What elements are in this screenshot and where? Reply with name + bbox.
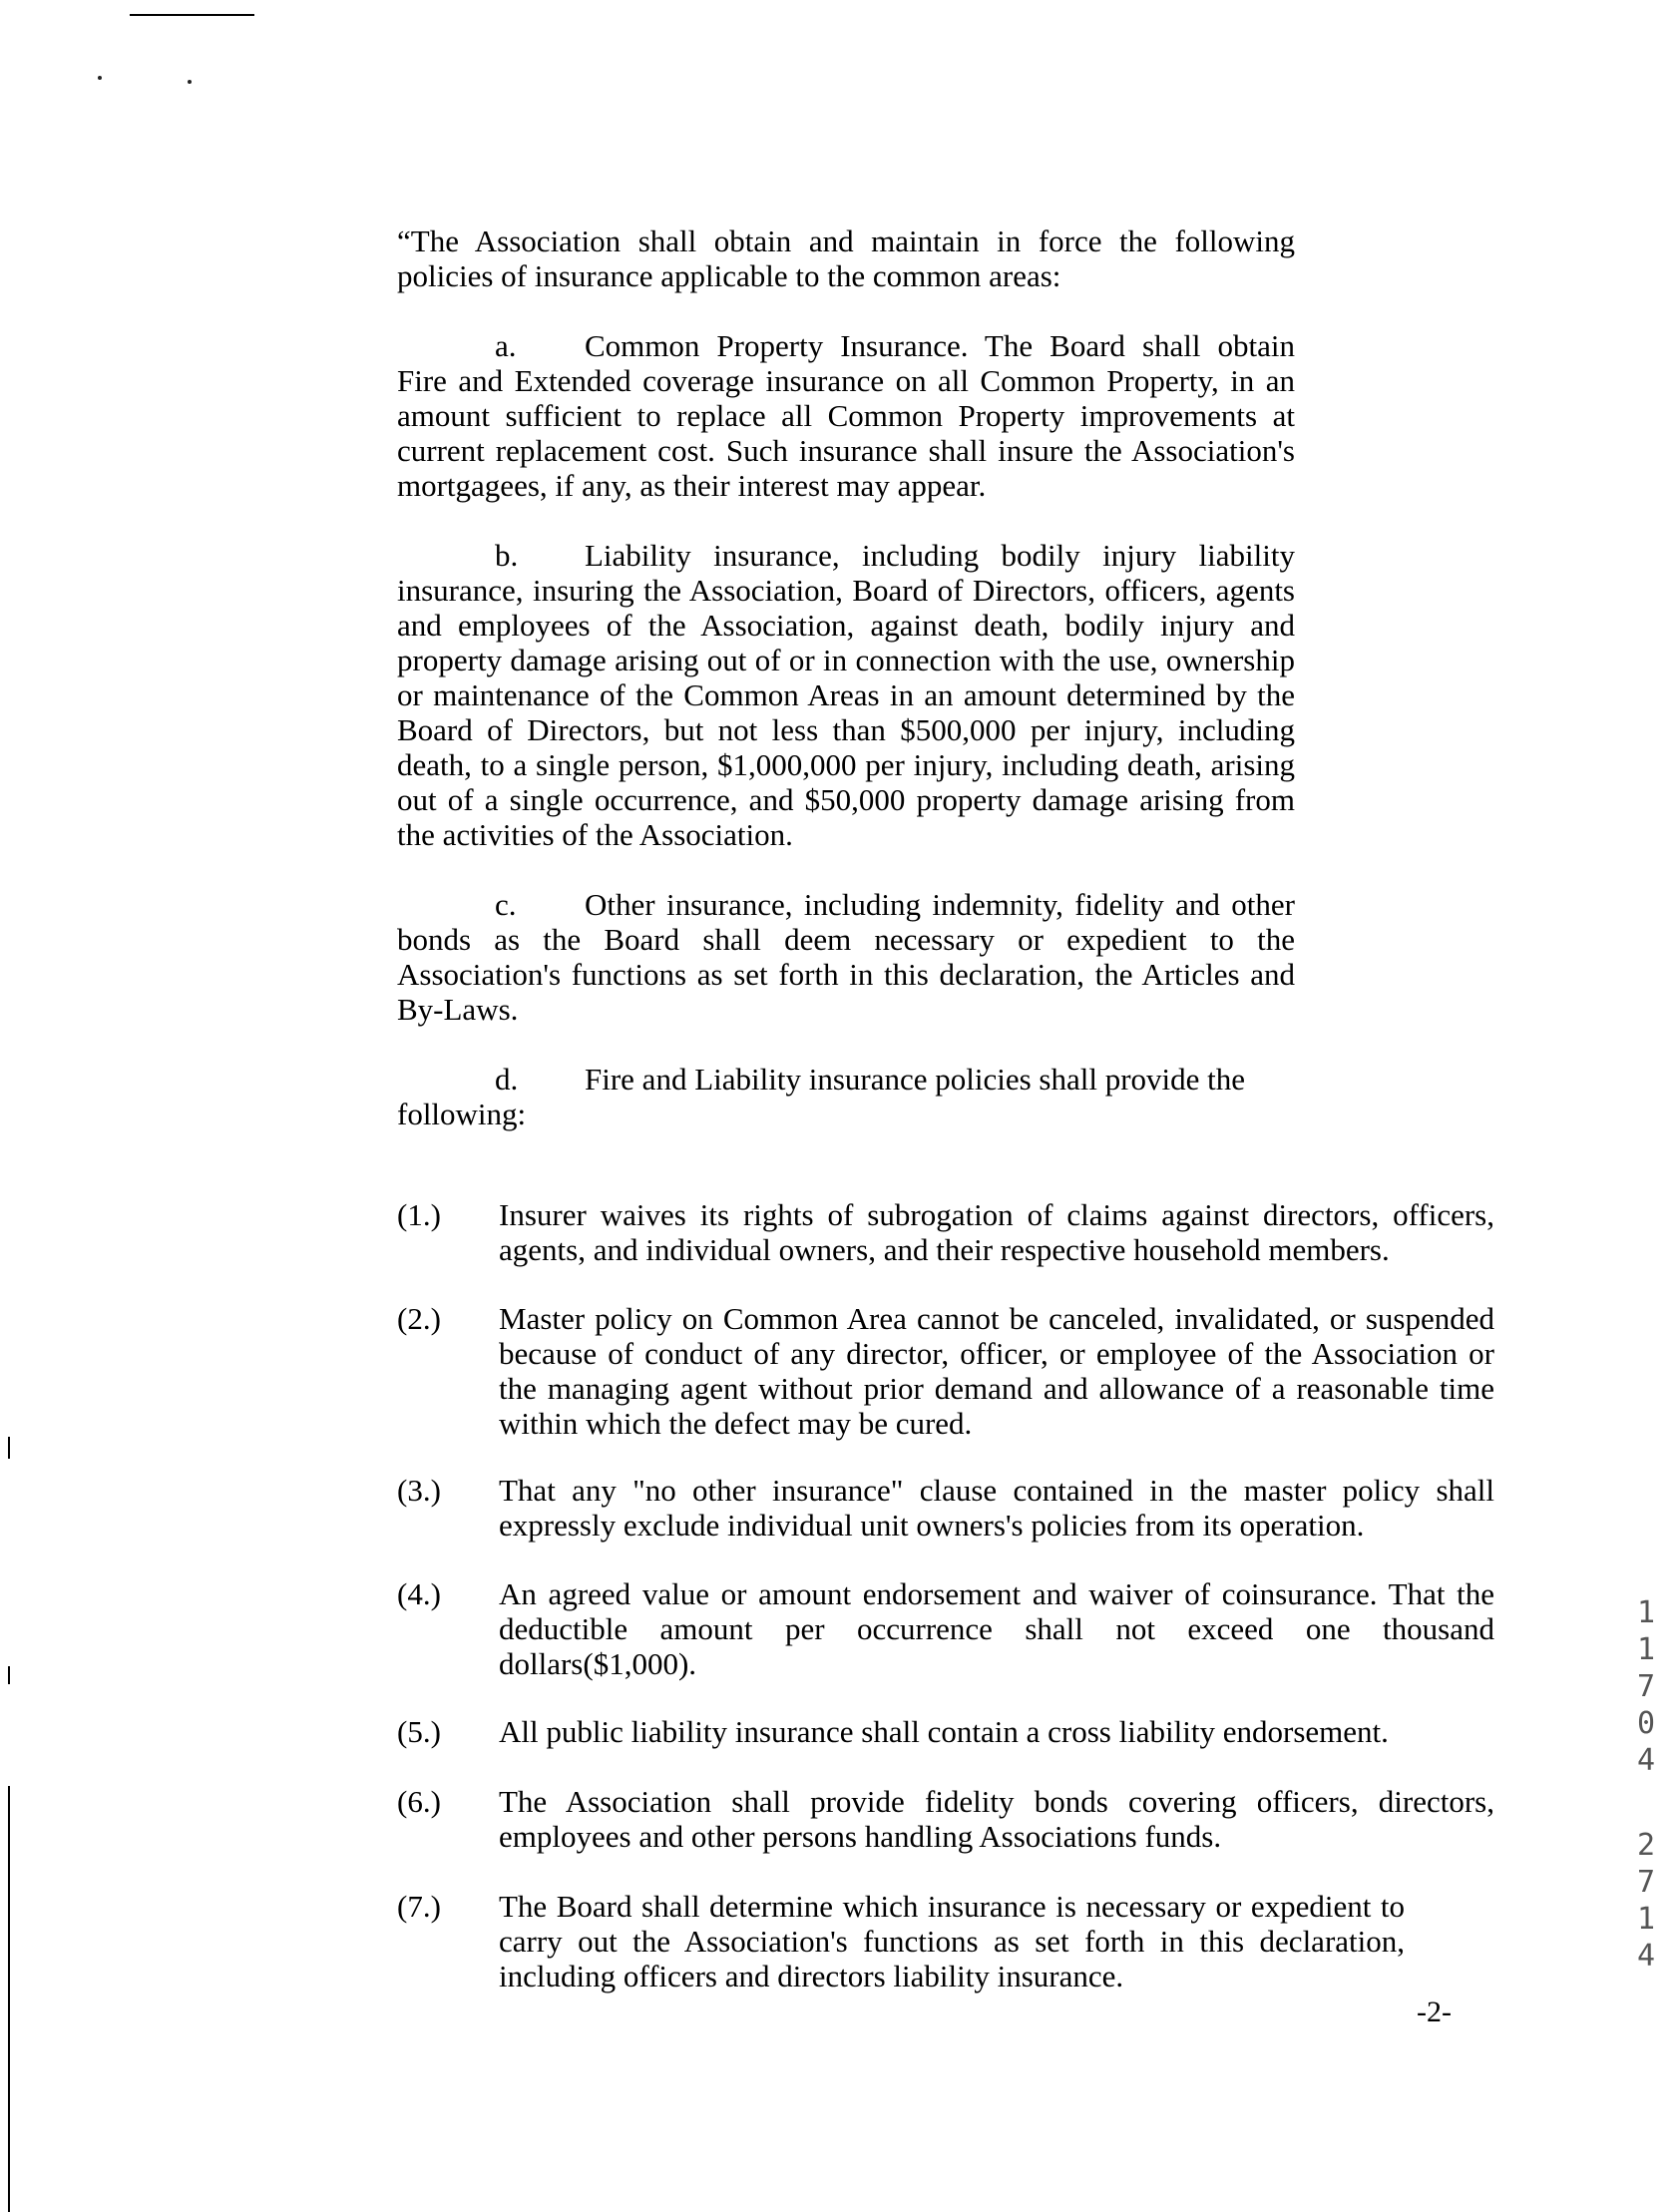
stamp-digit: 2 <box>1636 1828 1656 1863</box>
item-number: (5.) <box>397 1714 441 1749</box>
scan-margin-tick <box>8 1437 10 1459</box>
recording-stamp <box>1628 1594 1664 1975</box>
item-number: (3.) <box>397 1473 441 1508</box>
scan-margin-tick <box>8 1666 10 1684</box>
list-item <box>397 1473 1494 1543</box>
list-item <box>397 1714 1494 1749</box>
scan-dot <box>98 76 102 80</box>
section-text: Common Property Insurance. The Board shall obtain Fire and Extended coverage insurance on all Common Property, in an amount sufficient to replace all Common Property improvements at current replacement cost. Such insurance shall insure the Association's mortgagees, if any, as their interest may appear. <box>397 328 1295 503</box>
section-letter: a. <box>495 328 517 363</box>
section-letter: c. <box>495 887 517 922</box>
section-c <box>397 887 1295 1027</box>
section-text: Liability insurance, including bodily injury liability insurance, insuring the Association, Board of Directors, officers, agents and employees of the Association, against death, bodily injury and property damage arising out of or in connection with the use, ownership or maintenance of the Common Areas in an amount determined by the Board of Directors, but not less than $500,000 per injury, including death, to a single person, $1,000,000 per injury, including death, arising out of a single occurrence, and $50,000 property damage arising from the activities of the Association. <box>397 538 1295 852</box>
stamp-digit: 4 <box>1636 1743 1656 1778</box>
scan-rule-top <box>130 14 254 16</box>
list-item <box>397 1301 1494 1441</box>
item-number: (6.) <box>397 1784 441 1819</box>
stamp-digit: 1 <box>1636 1902 1656 1937</box>
item-text: The Board shall determine which insurance is necessary or expedient to carry out the Association's functions as set forth in this declaration, including officers and directors liability insurance. <box>499 1889 1405 1993</box>
item-number: (1.) <box>397 1197 441 1232</box>
section-text: Fire and Liability insurance policies shall provide the following: <box>397 1062 1246 1131</box>
item-number: (4.) <box>397 1576 441 1611</box>
scan-dot <box>188 80 192 84</box>
stamp-gap <box>1628 1779 1664 1827</box>
item-number: (2.) <box>397 1301 441 1336</box>
item-number: (7.) <box>397 1889 441 1924</box>
item-text: Master policy on Common Area cannot be canceled, invalidated, or suspended because of conduct of any director, officer, or employee of the Association or the managing agent without prior demand and allowance of a reasonable time within which the defect may be cured. <box>499 1301 1494 1441</box>
page-number: -2- <box>1417 1995 1452 2028</box>
document-body <box>397 223 1295 1166</box>
list-item <box>397 1784 1494 1854</box>
scan-margin-edge <box>8 1786 10 2212</box>
stamp-digit: 1 <box>1636 1595 1656 1630</box>
stamp-digit: 4 <box>1636 1939 1656 1974</box>
item-text: Insurer waives its rights of subrogation of claims against directors, officers, agents, and individual owners, and their respective household members. <box>499 1197 1494 1267</box>
item-text: That any "no other insurance" clause contained in the master policy shall expressly exclude individual unit owners's policies from its operation. <box>499 1473 1494 1543</box>
stamp-digit: 7 <box>1636 1669 1656 1704</box>
section-text: Other insurance, including indemnity, fidelity and other bonds as the Board shall deem necessary or expedient to the Association's functions as set forth in this declaration, the Articles and By-Laws. <box>397 887 1295 1027</box>
item-text: An agreed value or amount endorsement and waiver of coinsurance. That the deductible amount per occurrence shall not exceed one thousand dollars($1,000). <box>499 1576 1494 1681</box>
item-text: All public liability insurance shall contain a cross liability endorsement. <box>499 1714 1389 1749</box>
section-letter: b. <box>495 538 519 573</box>
stamp-digit: 7 <box>1636 1865 1656 1900</box>
list-item <box>397 1197 1494 1267</box>
stamp-digit: 1 <box>1636 1632 1656 1667</box>
section-a <box>397 328 1295 503</box>
section-d <box>397 1062 1295 1131</box>
list-item <box>397 1889 1494 1993</box>
intro-paragraph: “The Association shall obtain and maintain in force the following policies of insurance applicable to the common areas: <box>397 223 1295 293</box>
stamp-digit: 0 <box>1636 1706 1656 1741</box>
section-letter: d. <box>495 1062 519 1097</box>
item-text: The Association shall provide fidelity bonds covering officers, directors, employees and other persons handling Associations funds. <box>499 1784 1494 1854</box>
section-b <box>397 538 1295 852</box>
list-item <box>397 1576 1494 1681</box>
